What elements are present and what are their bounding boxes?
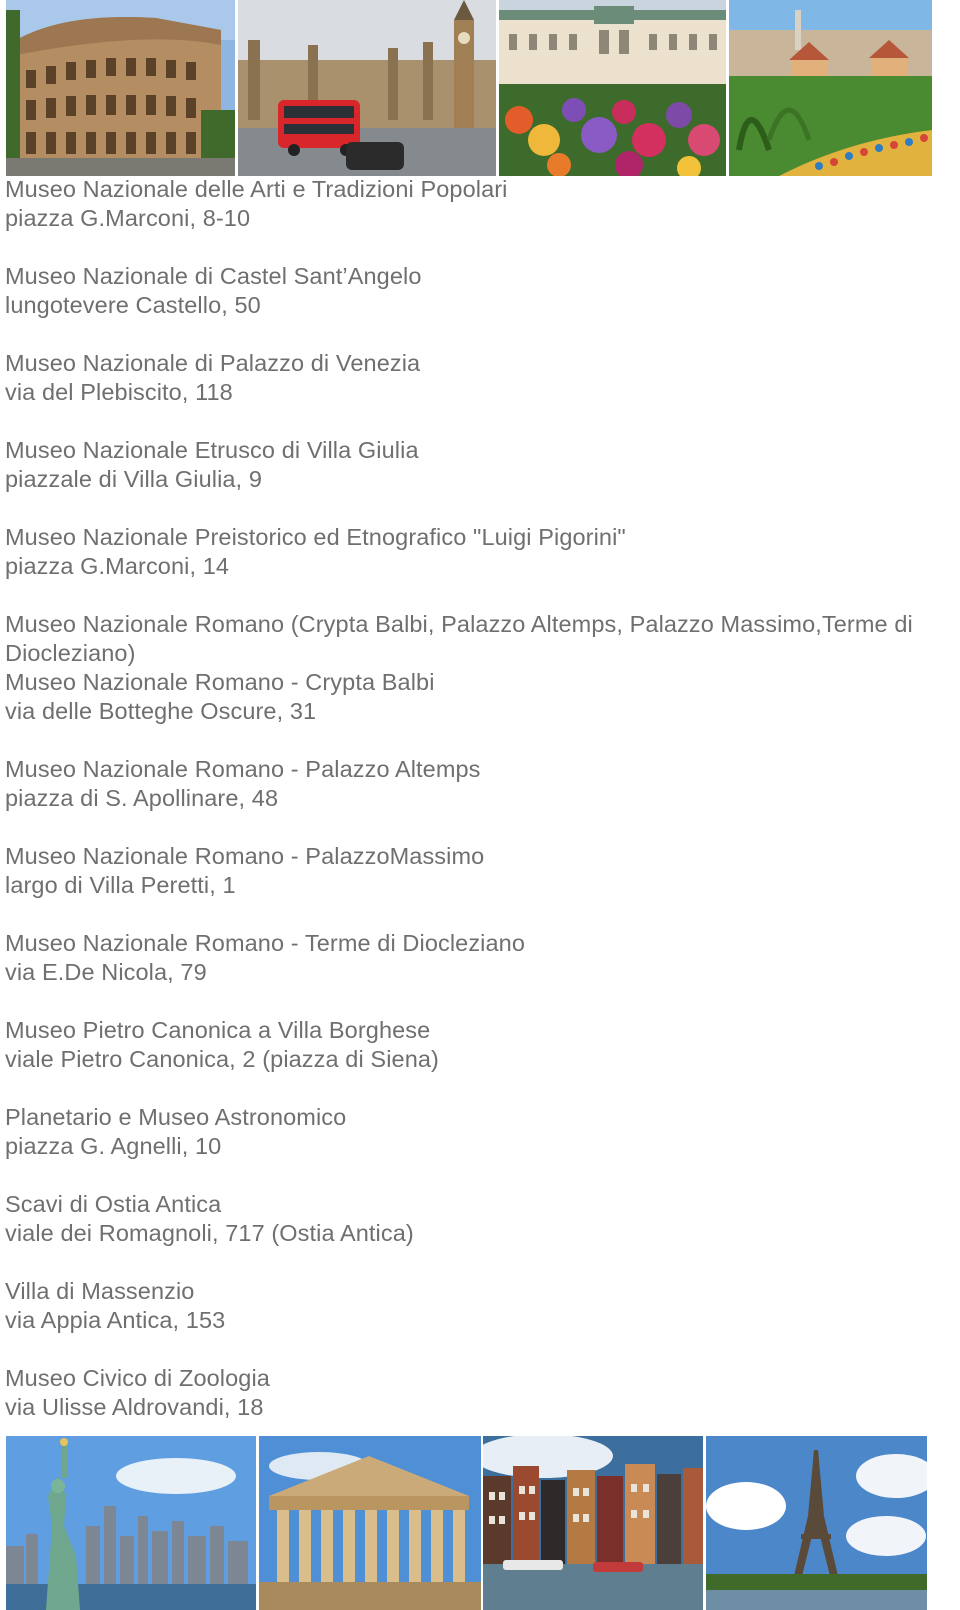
statue-of-liberty-photo — [6, 1436, 256, 1610]
list-item — [5, 929, 955, 987]
museum-title: Museo Nazionale di Palazzo di Venezia — [5, 350, 421, 376]
museum-address: piazza di S. Apollinare, 48 — [5, 785, 279, 811]
london-photo — [238, 0, 496, 176]
museum-title: Planetario e Museo Astronomico — [5, 1104, 347, 1130]
museum-list — [5, 175, 955, 1451]
park-guell-photo — [729, 0, 932, 176]
museum-title: Museo Nazionale Romano - Terme di Diocleziano — [5, 930, 526, 956]
list-item — [5, 1190, 955, 1248]
museum-address: piazzale di Villa Giulia, 9 — [5, 466, 262, 492]
eiffel-tower-photo — [706, 1436, 927, 1610]
museum-address: piazza G.Marconi, 8-10 — [5, 205, 251, 231]
museum-title: Museo Nazionale delle Arti e Tradizioni Popolari — [5, 176, 508, 202]
list-item — [5, 436, 955, 494]
list-item — [5, 610, 955, 726]
list-item — [5, 262, 955, 320]
museum-subtitle: Museo Nazionale Romano - Crypta Balbi — [5, 669, 435, 695]
palace-garden-photo — [499, 0, 726, 176]
museum-address: via delle Botteghe Oscure, 31 — [5, 698, 317, 724]
museum-address: via Appia Antica, 153 — [5, 1307, 226, 1333]
museum-address: largo di Villa Peretti, 1 — [5, 872, 236, 898]
museum-title: Museo Nazionale Etrusco di Villa Giulia — [5, 437, 419, 463]
top-photo-strip — [0, 0, 960, 176]
amsterdam-canal-photo — [483, 1436, 703, 1610]
list-item — [5, 349, 955, 407]
museum-title: Museo Pietro Canonica a Villa Borghese — [5, 1017, 431, 1043]
list-item — [5, 523, 955, 581]
parthenon-photo — [259, 1436, 481, 1610]
list-item — [5, 755, 955, 813]
museum-title: Villa di Massenzio — [5, 1278, 195, 1304]
museum-address: via E.De Nicola, 79 — [5, 959, 207, 985]
museum-title: Museo Civico di Zoologia — [5, 1365, 270, 1391]
list-item — [5, 842, 955, 900]
list-item — [5, 175, 955, 233]
museum-title: Museo Nazionale Romano - Palazzo Altemps — [5, 756, 481, 782]
bottom-photo-strip — [0, 1436, 960, 1610]
museum-address: viale dei Romagnoli, 717 (Ostia Antica) — [5, 1220, 414, 1246]
museum-address: viale Pietro Canonica, 2 (piazza di Siena) — [5, 1046, 439, 1072]
museum-address: lungotevere Castello, 50 — [5, 292, 261, 318]
list-item — [5, 1364, 955, 1422]
colosseum-photo — [6, 0, 235, 176]
museum-title: Museo Nazionale Romano (Crypta Balbi, Palazzo Altemps, Palazzo Massimo,Terme di Diocleziano) — [5, 611, 913, 666]
museum-address: via del Plebiscito, 118 — [5, 379, 233, 405]
museum-title: Museo Nazionale di Castel Sant’Angelo — [5, 263, 422, 289]
list-item — [5, 1016, 955, 1074]
list-item — [5, 1277, 955, 1335]
museum-title: Museo Nazionale Romano - PalazzoMassimo — [5, 843, 485, 869]
museum-address: piazza G.Marconi, 14 — [5, 553, 230, 579]
museum-title: Scavi di Ostia Antica — [5, 1191, 222, 1217]
museum-title: Museo Nazionale Preistorico ed Etnografico "Luigi Pigorini" — [5, 524, 626, 550]
museum-address: piazza G. Agnelli, 10 — [5, 1133, 222, 1159]
list-item — [5, 1103, 955, 1161]
museum-address: via Ulisse Aldrovandi, 18 — [5, 1394, 264, 1420]
